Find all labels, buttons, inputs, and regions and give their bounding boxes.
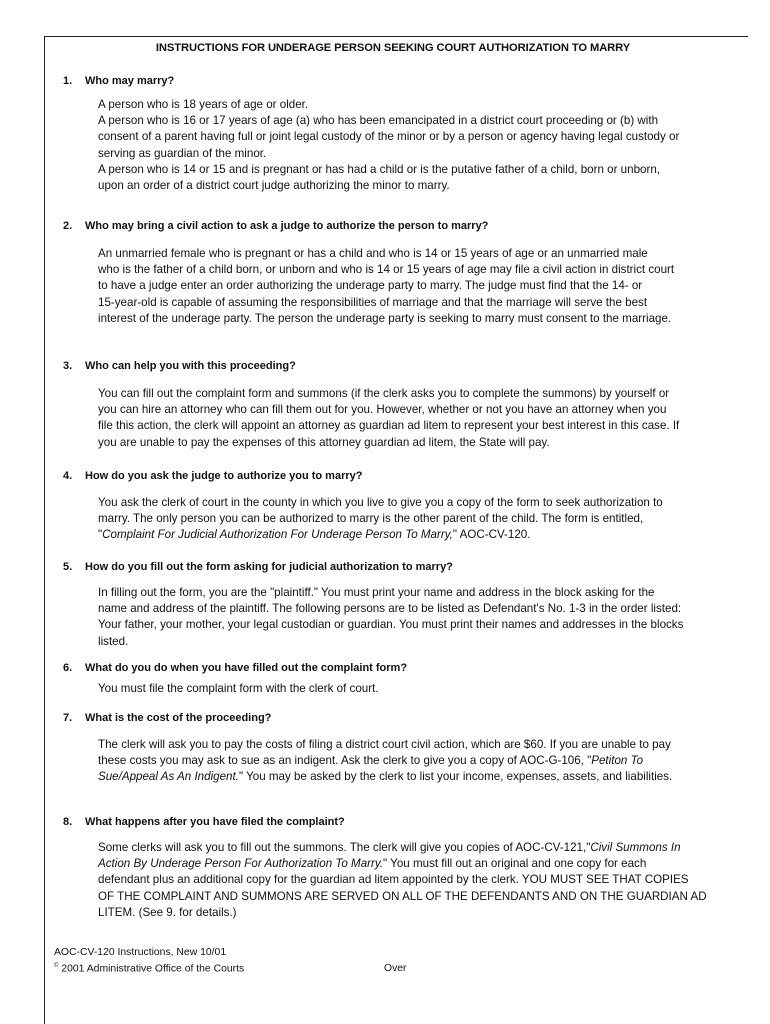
answer-line: consent of a parent having full or joint legal custody of the minor or by a person or agency having legal custody or — [98, 130, 680, 144]
answer-line: You ask the clerk of court in the county in which you live to give you a copy of the form to seek authorization to — [98, 496, 663, 509]
question-text: Who may bring a civil action to ask a judge to authorize the person to marry? — [85, 220, 489, 232]
answer-line — [98, 753, 746, 769]
answer-line — [98, 527, 746, 543]
answer-line: A person who is 16 or 17 years of age (a) who has been emancipated in a district court proceeding or (b) with — [98, 114, 659, 128]
page-border-top — [44, 36, 748, 37]
answer-line: LITEM. (See 9. for details.) — [98, 905, 237, 919]
copyright-symbol: © — [54, 963, 59, 969]
answer-2 — [98, 246, 746, 327]
question-6 — [63, 662, 407, 674]
answer-text: " You must fill out an original and one copy for each — [383, 857, 647, 871]
answer-7 — [98, 737, 746, 786]
answer-line: An unmarried female who is pregnant or has a child and who is 14 or 15 years of age or an unmarried male — [98, 247, 648, 260]
question-text: What do you do when you have filled out the complaint form? — [85, 662, 408, 674]
form-code: " AOC-CV-120. — [452, 528, 531, 542]
question-2 — [63, 220, 488, 232]
answer-line: The clerk will ask you to pay the costs of filing a district court civil action, which are $60. If you are unable to pay — [98, 738, 671, 751]
question-number: 3. — [63, 360, 73, 372]
over-label: Over — [384, 963, 407, 974]
question-number: 8. — [63, 816, 73, 828]
form-title: Complaint For Judicial Authorization For Underage Person To Marry, — [102, 528, 453, 542]
answer-line: serving as guardian of the minor. — [98, 146, 267, 160]
page-border-left — [44, 36, 45, 1024]
question-number: 5. — [63, 561, 73, 573]
answer-line: Your father, your mother, your legal custodian or guardian. You must print their names and addresses in the blocks — [98, 618, 684, 632]
answer-line: defendant plus an additional copy for the guardian ad litem appointed by the clerk. YOU MUST SEE THAT COPIES — [98, 873, 689, 887]
question-text: What happens after you have filed the complaint? — [85, 816, 345, 828]
answer-text: Some clerks will ask you to fill out the summons. The clerk will give you copies of AOC-CV-121," — [98, 841, 591, 854]
copyright-notice — [54, 963, 244, 974]
question-5 — [63, 561, 453, 573]
form-identifier: AOC-CV-120 Instructions, New 10/01 — [54, 947, 227, 958]
question-number: 7. — [63, 712, 73, 724]
answer-line: marry. The only person you can be authorized to marry is the other parent of the child. The form is entitled, — [98, 512, 644, 526]
answer-4 — [98, 495, 746, 544]
page-title: INSTRUCTIONS FOR UNDERAGE PERSON SEEKING COURT AUTHORIZATION TO MARRY — [155, 42, 631, 54]
question-number: 4. — [63, 470, 73, 482]
answer-line: who is the father of a child born, or unborn and who is 14 or 15 years of age may file a civil action in district court — [98, 263, 675, 277]
answer-line: In filling out the form, you are the "plaintiff." You must print your name and address in the block asking for the — [98, 586, 655, 599]
answer-line: You can fill out the complaint form and summons (if the clerk asks you to complete the summons) by yourself or — [98, 387, 670, 400]
answer-line: OF THE COMPLAINT AND SUMMONS ARE SERVED ON ALL OF THE DEFENDANTS AND ON THE GUARDIAN AD — [98, 889, 707, 903]
form-quote-open: " — [98, 528, 103, 542]
answer-line: upon an order of a district court judge authorizing the minor to marry. — [98, 179, 450, 193]
answer-line: 15-year-old is capable of assuming the responsibilities of marriage and that the marriage will serve the best — [98, 295, 648, 309]
answer-line: you are unable to pay the expenses of this attorney guardian ad litem, the State will pay. — [98, 435, 550, 449]
question-text: Who may marry? — [85, 75, 175, 87]
question-1 — [63, 75, 174, 87]
answer-line: interest of the underage party. The person the underage party is seeking to marry must consent to the marriage. — [98, 311, 672, 325]
answer-line — [98, 840, 746, 856]
answer-text: " You may be asked by the clerk to list your income, expenses, assets, and liabilities. — [238, 770, 673, 784]
question-7 — [63, 712, 271, 724]
question-text: What is the cost of the proceeding? — [85, 712, 272, 724]
question-8 — [63, 816, 345, 828]
answer-line — [98, 769, 746, 785]
form-title: Sue/Appeal As An Indigent. — [98, 770, 239, 784]
question-text: How do you fill out the form asking for judicial authorization to marry? — [85, 561, 453, 573]
form-title: Action By Underage Person For Authorization To Marry. — [98, 857, 384, 871]
answer-line: you can hire an attorney who can fill them out for you. However, whether or not you have an attorney when you — [98, 403, 667, 417]
answer-line: A person who is 18 years of age or older. — [98, 98, 309, 111]
answer-line: A person who is 14 or 15 and is pregnant or has had a child or is the putative father of a child, born or unborn, — [98, 162, 661, 176]
answer-line: to have a judge enter an order authorizing the underage party to marry. The judge must find that the 14- or — [98, 279, 643, 293]
question-number: 1. — [63, 75, 73, 87]
answer-1 — [98, 97, 746, 194]
question-number: 6. — [63, 662, 73, 674]
answer-line: listed. — [98, 634, 129, 648]
answer-line: file this action, the clerk will appoint an attorney as guardian ad litem to represent your best interest in this case. If — [98, 419, 680, 433]
answer-line — [98, 856, 746, 872]
answer-8 — [98, 840, 746, 921]
copyright-text: 2001 Administrative Office of the Courts — [58, 963, 245, 975]
answer-line: You must file the complaint form with the clerk of court. — [98, 682, 379, 695]
answer-3 — [98, 386, 746, 451]
answer-5 — [98, 585, 746, 650]
question-text: Who can help you with this proceeding? — [85, 360, 296, 372]
question-text: How do you ask the judge to authorize you to marry? — [85, 470, 363, 482]
answer-line: name and address of the plaintiff. The following persons are to be listed as Defendant's No. 1-3 in the order listed: — [98, 602, 682, 616]
question-3 — [63, 360, 296, 372]
form-title: Civil Summons In — [590, 841, 681, 854]
answer-6 — [98, 681, 746, 697]
form-title: Petiton To — [591, 754, 644, 768]
question-number: 2. — [63, 220, 73, 232]
answer-text: these costs you may ask to sue as an indigent. Ask the clerk to give you a copy of AOC-G-106, " — [98, 754, 592, 768]
question-4 — [63, 470, 362, 482]
